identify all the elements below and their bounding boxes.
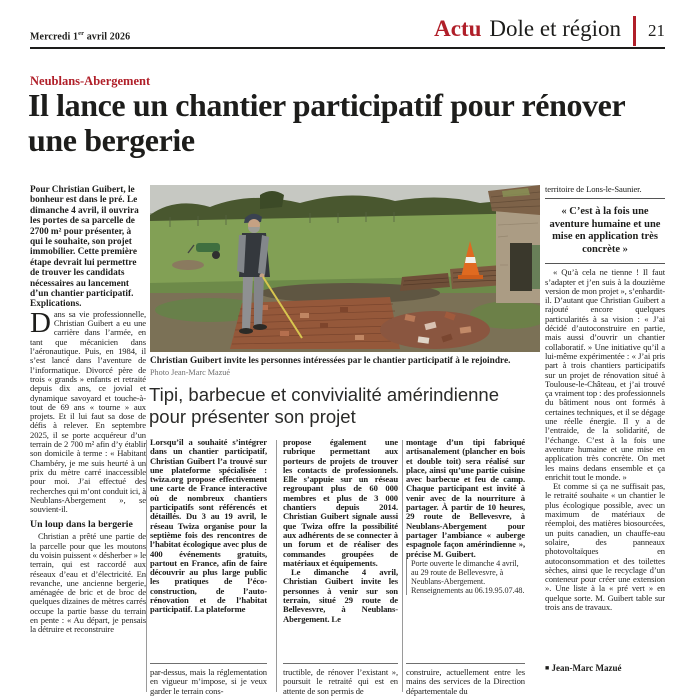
paragraph-1-text: ans sa vie professionnelle, Christian Guibert a eu une carrière dans l’armée, en tant que mécanicien dans l’aéronautique. Puis, en 1984, il s’est lancé dans l’aventure de l’informatique. Divorcé père de trois « grands » enfants et retraité depuis dix ans, ce jovial et dynamique savoyard et touche-à-tout de 69 ans « tourne » aux projets. Et il lui faut sa dose de défis à relever. En septembre 2025, il se porte acquéreur d’un terrain de 2 700 m² afin d’y établir son domicile à terme : « Habitant Chambéry, je me suis heurté à un prix du mètre carré inaccessible pour moi. J’ai effectué des recherches qui m’ont conduit ici, à Neublans-Abergement », se souvient-il. [30, 308, 146, 515]
column-rule-2 [283, 663, 398, 664]
subarticle-col3-text: montage d’un tipi fabriqué artisanalement (plancher en bois et double toit) sera réalisé sur place, ainsi qu’une partie cuisine avec barbecue et feu de camp. Chaque participant est invité à venir avec de la nourriture à partager. À partir de 10 heures, 29 route de Bellevesvre, à Neublans-Abergement pour partager l’ambiance « auberge espagnole façon amérindienne », précise M. Guibert. [406, 438, 525, 559]
column-rule-1 [150, 663, 267, 664]
byline-name: Jean-Marc Mazué [551, 663, 622, 673]
paragraph-1 [30, 306, 146, 515]
subarticle-col2-p1: propose également une rubrique permettant aux porteurs de projets de trouver les contacts de professionnels. Elle s’appuie sur un réseau regroupant plus de 60 000 membres et plus de 3 000 chantiers depuis 2014. Christian Guibert signale aussi que Twiza offre la possibilité aux adhérents de se connecter à un forum et de réaliser des commandes groupées de matériaux et équipements. [283, 438, 398, 568]
right-shoe [253, 324, 267, 330]
photo-credit: Photo Jean-Marc Mazué [150, 368, 231, 377]
crosshead-loup: Un loup dans la bergerie [30, 519, 133, 531]
paragraph-2: Christian a prêté une partie de la parcelle pour que les moutons du voisin puissent « désherber » le terrain, qui est raccordé aux réseaux d’eau et d’électricité. En revanche, une ancienne bergerie, aménagée de bric et de broc de quelques dizaines de mètres carrés occupe la partie basse du terrain en pente : « Au départ, je pensais la détruire et reconstruire [30, 531, 146, 635]
left-shoe [239, 328, 253, 334]
paragraph-3: « Qu’à cela ne tienne ! Il faut s’adapter et j’en suis à la douzième version de mon projet », s’enhardit-il. D’autant que Christian Guibert a rajouté encore quelques particularités à sa vision : « J’ai décidé d’autoconstruire en partie, mais aussi d’ouvrir un chantier collaboratif. » Une initiative qu’il a lui-même expérimentée : « J’ai pris part à trois chantiers participatifs sur un projet de rénovation situé à Toulouse-le-Château, et j’ai trouvé ça vraiment top : des professionnels du bâtiment nous ont formés à certaines techniques, et il se dégage une réelle énergie. Il y a de l’entraide, de la solidarité, de l’échange. C’est à la fois une aventure humaine et une mise en application très concrète. On met les mains dedans ensemble et ça enrichit tout le monde. » [545, 267, 665, 482]
subarticle-column-1 [150, 438, 267, 696]
pull-quote: « C’est à la fois une aventure humaine et une mise en application très concrète » [549, 206, 661, 255]
body-column-1 [30, 185, 146, 690]
pull-quote-rule-top [545, 198, 665, 199]
photo-caption: Christian Guibert invite les personnes intéressées par le chantier participatif à le rejoindre. [150, 356, 511, 366]
column-rule-3 [406, 663, 525, 664]
article-kicker: Neublans-Abergement [30, 74, 151, 88]
subarticle-col2-p2: Le dimanche 4 avril, Christian Guibert invite les personnes à venir sur son terrain, situé 29 route de Bellevesvre, à Neublans-Abergement. Le [283, 567, 398, 624]
subarticle-col1-text: Lorsqu’il a souhaité s’intégrer dans un chantier participatif, Christian Guibert l’a trouvé sur une plateforme spécialisée : twiza.org propose effectivement une carte de France interactive où de nombreux chantiers participatifs sont référencés et détaillés. Du 3 au 19 avril, le réseau Twiza organise pour la septième fois des rencontres de l’habitat écologique avec plus de 400 événements gratuits, partout en France, afin de faire découvrir au plus large public les pratiques de l’éco-construction, de l’auto-rénovation et de l’habitat participatif. La plateforme [150, 438, 267, 615]
photo-illustration [150, 185, 540, 352]
issue-date-rest: avril 2026 [84, 31, 131, 43]
brand-actu: Actu [434, 16, 482, 41]
masthead-divider-bar [633, 16, 636, 46]
tree [260, 191, 284, 209]
column-divider-1 [146, 440, 147, 692]
article-lede: Pour Christian Guibert, le bonheur est dans le pré. Le dimanche 4 avril, il ouvrira les portes de sa parcelle de 2700 m² pour présenter, à qui le souhaite, son projet immobilier. Cette première étape devrait lui permettre de trouver les candidats nécessaires au lancement d’un chantier participatif. Explications. [30, 185, 139, 310]
section-masthead [434, 16, 665, 46]
body-column-5 [545, 185, 665, 660]
article-headline: Il lance un chantier participatif pour rénover une bergerie [28, 87, 625, 158]
subarticle-title: Tipi, barbecue et convivialité amérindienne pour présenter son projet [149, 384, 499, 427]
page-number: 21 [648, 21, 665, 40]
header-rule [30, 47, 665, 49]
paragraph-4: Et comme si ça ne suffisait pas, le retraité souhaite « un chantier le plus écologique possible, avec un maximum de matériaux de réemploi, des matières biosourcées, un puits canadien, un chauffe-eau solaire, des panneaux photovoltaïques en autoconsommation et des toilettes sèches, ainsi que le recyclage d’un conteneur pour créer une extension ». Une liste à la « pré vert » en quelque sorte. M. Guibert table sur trois ans de travaux. [545, 481, 665, 612]
byline [545, 663, 665, 673]
continuation-col2: par-dessus, mais la réglementation en vigueur m’impose, si je veux garder le terrain cons- [150, 667, 267, 696]
continuation-col3: tructible, de rénover l’existant », poursuit le retraité qui est en attente de son permis de [283, 667, 398, 696]
subarticle-column-3 [406, 438, 525, 696]
section-title: Dole et région [489, 16, 621, 41]
brick-rubble-pile [380, 311, 490, 349]
continuation-col5: territoire de Lons-le-Saunier. [545, 185, 642, 194]
info-box: Porte ouverte le dimanche 4 avril, au 29 route de Bellevesvre, à Neublans-Abergement. Renseignements au 06.19.95.07.48. [406, 559, 525, 595]
rubble-left [172, 260, 204, 270]
column-divider-3 [402, 440, 403, 692]
article-photo [150, 185, 540, 352]
continuation-col4: construire, actuellement entre les mains des services de la Direction départementale du [406, 667, 525, 696]
pull-quote-rule-bottom [545, 263, 665, 264]
drop-cap: D [30, 306, 51, 339]
byline-bullet: ■ [545, 664, 550, 672]
column-divider-2 [276, 440, 277, 692]
issue-date-ordinal: er [78, 30, 85, 37]
issue-date [30, 30, 130, 42]
issue-date-main: Mercredi 1 [30, 31, 79, 43]
subarticle-column-2 [283, 438, 398, 696]
